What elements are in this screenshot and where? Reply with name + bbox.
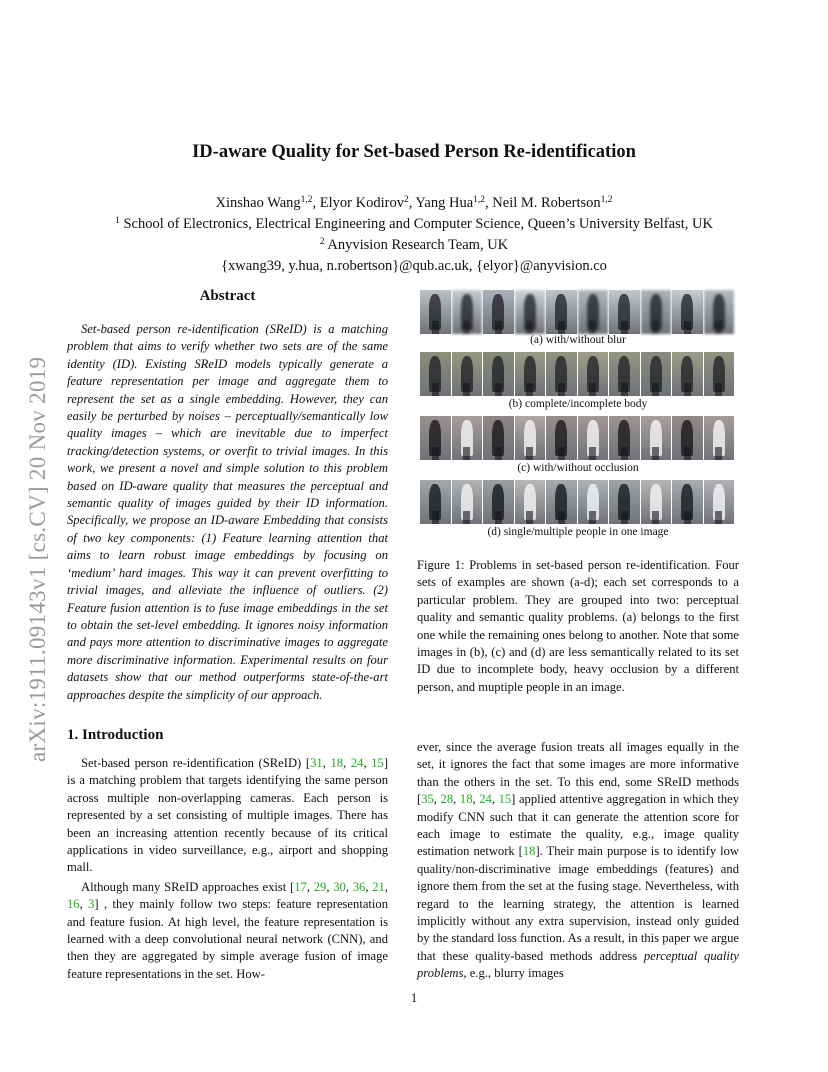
person-photo [483,352,514,396]
person-legs [715,321,722,334]
person-legs [432,447,439,460]
person-legs [621,383,628,396]
person-photo [546,290,577,334]
person-legs [652,383,659,396]
image-strip-occlusion [420,416,734,460]
author-line: Xinshao Wang$^{1,2}$, Elyor Kodirov$^2$, Yang Hua$^{1,2}$, Neil M. Robertson$^{1,2}$ [215,195,613,211]
person-photo [546,480,577,524]
affiliation-2: $^2$ Anyvision Research Team, UK [319,237,509,253]
person-legs [558,321,565,334]
person-photo [672,416,703,460]
paper-title: ID-aware Quality for Set-based Person Re-identification [192,142,636,162]
person-legs [526,321,533,334]
abstract-heading: Abstract [199,288,256,304]
person-photo [578,416,609,460]
person-legs [589,383,596,396]
person-photo [609,416,640,460]
person-legs [684,321,691,334]
person-photo [609,290,640,334]
intro-paragraph-2: Although many SReID approaches exist [17, 29, 30, 36, 21, 16, 3] , they mainly follow two steps: feature representation and feature fusion. At high level, the feature representation is learned with a deep convolutional neural network (CNN), and then they are aggregated by simple average fusion of image feature representations in the set. How- [67,879,389,981]
citation-link[interactable]: 18 [330,756,344,770]
person-photo [483,416,514,460]
intro-paragraph-3: ever, since the average fusion treats all images equally in the set, it ignores the fact that some images are more informative than the others in the set. To this end, some SReID methods [35, 28, 18, 24, 15] applied attentive aggregation in which they modify CNN such that it can generate the attention score for each image to estimate the quality, e.g., image quality estimation network [18]. Their main purpose is to identify low quality/non-discriminative image embeddings (features) and ignore them from the set at the fusing stage. Nevertheless, with regard to the learning strategy, the attention is learned implicitly without any extra supervision, instead only guided by the standard loss function. As a result, in this paper we argue that these quality-based methods address perceptual quality problems, e.g., blurry images [417,740,740,981]
person-legs [495,383,502,396]
figure-1 [417,288,739,548]
person-legs [526,383,533,396]
person-photo [420,352,451,396]
person-photo [641,290,672,334]
person-photo [578,352,609,396]
person-legs [684,383,691,396]
person-photo [420,480,451,524]
person-photo [609,352,640,396]
person-photo [704,352,735,396]
figure-1-caption: Figure 1: Problems in set-based person re-identification. Four sets of examples are shown (a-d); each set corresponds to a particular problem. They are grouped into two: perceptual quality and semantic quality problems. (a) belongs to the first one while the remaining ones belong to another. Note that some images in (b), (c) and (d) are less semantically related to its set ID due to incomplete body, heavy occlusion by a different person, and muptiple people in an image. [417,558,739,694]
citation-link[interactable]: 18 [522,844,536,859]
person-photo [452,352,483,396]
citation-link[interactable]: 15 [498,792,512,807]
citation-link[interactable]: 21 [372,879,385,894]
affiliation-1: $^1$ School of Electronics, Electrical Engineering and Computer Science, Queen’s University Belfast, UK [115,216,713,232]
citation-link[interactable]: 15 [371,756,384,770]
person-legs [684,511,691,524]
citation-link[interactable]: 30 [333,879,346,894]
person-legs [558,511,565,524]
intro-right-column [417,739,739,983]
subcaption-b: (b) complete/incomplete body [508,398,648,410]
page-number: 1 [410,991,418,1005]
person-photo [420,290,451,334]
person-photo [515,480,546,524]
person-legs [715,383,722,396]
person-legs [432,321,439,334]
person-photo [578,480,609,524]
person-legs [621,321,628,334]
person-photo [672,480,703,524]
person-photo [672,352,703,396]
citation-link[interactable]: 24 [479,792,492,807]
citation-link[interactable]: 31 [310,756,323,770]
person-legs [715,447,722,460]
abstract-text: Set-based person re-identification (SReID) is a matching problem that aims to verify whether two sets are of the same identity (ID). Existing SReID models typically generate a feature representation per image and aggregate them to represent the set as a single embedding. However, they can easily be perturbed by noises – perceptually/semantically low quality images – which are inevitable due to imperfect tracking/detection systems, or overfit to trivial images. In this work, we present a novel and simple solution to this problem based on ID-aware quality that measures the perceptual and semantic quality of images guided by their ID information. Specifically, we propose an ID-aware Embedding that consists of two key components: (1) Feature learning attention that aims to learn robust image embeddings by focusing on ‘medium’ hard images. This way it can prevent overfitting to trivial images, and alleviate the influence of outliers. (2) Feature fusion attention is to fuse image embeddings in the set to obtain the set-level embedding. It ignores noisy information and pays more attention to discriminative images to aggregate more discriminative information. Experimental results on four datasets show that our method outperforms state-of-the-art approaches despite the simplicity of our approach. [67,322,388,702]
citation-link[interactable]: 28 [440,792,454,807]
citation-link[interactable]: 18 [459,792,473,807]
person-legs [463,321,470,334]
person-photo [704,290,735,334]
person-photo [578,290,609,334]
person-legs [463,511,470,524]
image-strip-blur [420,290,734,334]
intro-paragraph-1: Set-based person re-identification (SReID) [31, 18, 24, 15] is a matching problem that targets identifying the same person across multiple non-overlapping cameras. Each person is represented by a set consisting of multiple images. There has been an increasing attention recently because of its critical applications in video surveillance, e.g., airport and shopping mall. [67,756,389,875]
person-legs [684,447,691,460]
person-photo [609,480,640,524]
person-legs [495,447,502,460]
image-strip-body [420,352,734,396]
citation-link[interactable]: 35 [421,792,434,807]
person-photo [641,416,672,460]
person-photo [704,416,735,460]
person-photo [420,416,451,460]
person-legs [589,511,596,524]
citation-link[interactable]: 17 [294,879,307,894]
subcaption-d: (d) single/multiple people in one image [487,526,669,538]
subcaption-a: (a) with/without blur [530,334,626,346]
person-photo [641,352,672,396]
citation-link[interactable]: 36 [352,879,366,894]
person-legs [463,447,470,460]
person-photo [452,480,483,524]
author-emails: {xwang39, y.hua, n.robertson}@qub.ac.uk, {elyor}@anyvision.co [221,258,607,274]
person-photo [515,290,546,334]
person-photo [515,352,546,396]
person-photo [515,416,546,460]
person-photo [483,290,514,334]
person-legs [621,511,628,524]
person-photo [704,480,735,524]
person-photo [452,290,483,334]
person-legs [526,447,533,460]
person-photo [452,416,483,460]
person-photo [546,352,577,396]
person-legs [432,383,439,396]
arxiv-stamp [18,282,58,762]
arxiv-stamp-text: arXiv:1911.09143v1 [cs.CV] 20 Nov 2019 [25,356,50,762]
person-legs [463,383,470,396]
citation-link[interactable]: 24 [350,756,364,770]
person-legs [432,511,439,524]
person-legs [652,511,659,524]
person-legs [558,383,565,396]
person-legs [652,321,659,334]
person-photo [546,416,577,460]
person-legs [652,447,659,460]
citation-link[interactable]: 3 [88,897,95,912]
person-photo [483,480,514,524]
person-legs [589,321,596,334]
intro-left-column [67,755,388,983]
person-photo [641,480,672,524]
citation-link[interactable]: 29 [313,879,327,894]
subcaption-c: (c) with/without occlusion [517,462,639,474]
person-legs [526,511,533,524]
person-legs [495,321,502,334]
person-legs [495,511,502,524]
citation-link[interactable]: 16 [67,897,80,912]
author-block [0,193,828,277]
person-legs [621,447,628,460]
person-legs [589,447,596,460]
person-legs [558,447,565,460]
image-strip-multiple-people [420,480,734,524]
section-heading-introduction: 1. Introduction [67,727,164,743]
person-photo [672,290,703,334]
person-legs [715,511,722,524]
